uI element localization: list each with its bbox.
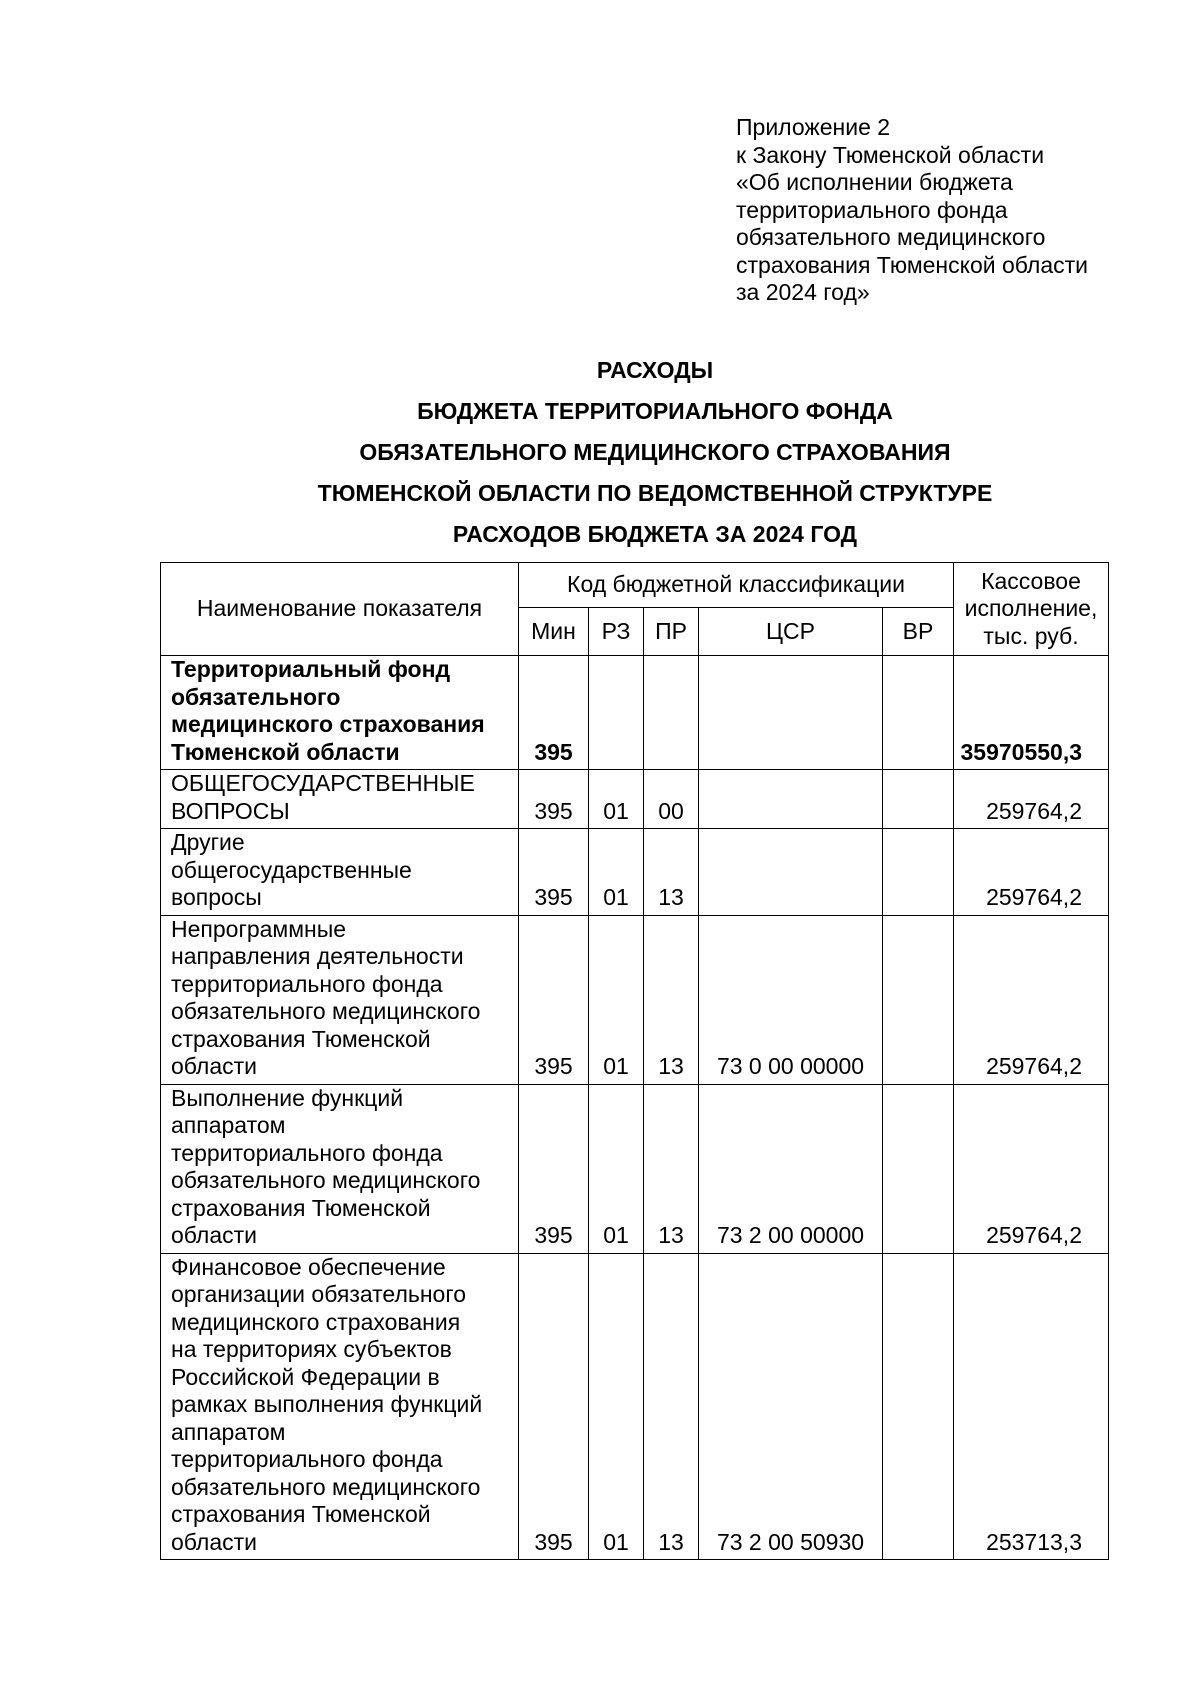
table-row (161, 829, 1109, 916)
row-name-line: рамках выполнения функций (171, 1391, 483, 1417)
appendix-line: Приложение 2 (736, 114, 891, 140)
header-amount-line: тыс. руб. (983, 622, 1079, 649)
row-name-line: области (171, 1528, 258, 1555)
header-code-group: Код бюджетной классификации (519, 563, 954, 608)
title-line: РАСХОДОВ БЮДЖЕТА ЗА 2024 ГОД (452, 521, 858, 547)
header-pr: ПР (644, 608, 699, 656)
table-body (161, 656, 1109, 1560)
row-csr (699, 829, 883, 916)
row-name-line: Тюменской области (171, 738, 400, 765)
row-name-line: аппаратом (171, 1112, 286, 1138)
row-name-line: медицинского страхования (171, 1308, 461, 1335)
row-name-line: территориального фонда (171, 1446, 443, 1472)
row-vr (883, 1084, 954, 1253)
header-rz: РЗ (589, 608, 644, 656)
row-name (161, 1084, 519, 1253)
row-csr: 73 2 00 00000 (699, 1084, 883, 1253)
row-name-line: Непрограммные (171, 915, 347, 942)
row-name-line: направления деятельности (171, 943, 464, 969)
row-name-line: общегосударственные (171, 856, 412, 883)
row-min: 395 (519, 770, 589, 829)
row-name-line: аппаратом (171, 1418, 286, 1445)
header-csr: ЦСР (699, 608, 883, 656)
row-amount: 259764,2 (954, 1084, 1109, 1253)
row-name-line: области (171, 1222, 258, 1248)
appendix-reference (736, 114, 1176, 307)
row-csr: 73 2 00 50930 (699, 1253, 883, 1560)
expenditure-table (160, 562, 1109, 1560)
title-line: БЮДЖЕТА ТЕРРИТОРИАЛЬНОГО ФОНДА (417, 398, 893, 424)
row-pr: 13 (644, 829, 699, 916)
appendix-line: «Об исполнении бюджета (736, 169, 1013, 195)
row-amount: 253713,3 (954, 1253, 1109, 1560)
table-row (161, 1253, 1109, 1560)
row-name-line: страхования Тюменской (171, 1501, 431, 1527)
row-vr (883, 1253, 954, 1560)
row-amount: 259764,2 (954, 829, 1109, 916)
row-vr (883, 829, 954, 916)
row-min: 395 (519, 656, 589, 770)
row-name (161, 656, 519, 770)
table-row (161, 770, 1109, 829)
document-title (160, 350, 1150, 555)
row-rz (589, 656, 644, 770)
row-name-line: страхования Тюменской (171, 1025, 431, 1052)
row-pr: 13 (644, 1084, 699, 1253)
row-name (161, 770, 519, 829)
table-row (161, 1084, 1109, 1253)
appendix-line: за 2024 год» (736, 279, 870, 305)
row-min: 395 (519, 829, 589, 916)
appendix-line: территориального фонда (736, 196, 1008, 223)
row-vr (883, 915, 954, 1084)
row-csr (699, 770, 883, 829)
row-rz: 01 (589, 770, 644, 829)
row-name-line: ВОПРОСЫ (171, 797, 290, 824)
table-header (161, 563, 1109, 656)
header-amount-line: исполнение, (964, 595, 1098, 622)
row-name-line: обязательного медицинского (171, 1473, 481, 1500)
row-name-line: обязательного медицинского (171, 1167, 481, 1193)
row-name-line: ОБЩЕГОСУДАРСТВЕННЫЕ (171, 770, 475, 796)
row-amount: 35970550,3 (954, 656, 1109, 770)
row-pr (644, 656, 699, 770)
title-line: РАСХОДЫ (596, 357, 714, 383)
title-line: ОБЯЗАТЕЛЬНОГО МЕДИЦИНСКОГО СТРАХОВАНИЯ (359, 439, 951, 465)
appendix-line: страхования Тюменской области (736, 251, 1089, 278)
row-name-line: обязательного (171, 683, 341, 710)
row-vr (883, 770, 954, 829)
row-rz: 01 (589, 829, 644, 916)
row-rz: 01 (589, 915, 644, 1084)
header-vr: ВР (883, 608, 954, 656)
appendix-line: к Закону Тюменской области (736, 141, 1045, 168)
row-amount: 259764,2 (954, 770, 1109, 829)
appendix-line: обязательного медицинского (736, 224, 1046, 250)
row-name (161, 1253, 519, 1560)
table-row (161, 915, 1109, 1084)
header-min: Мин (519, 608, 589, 656)
row-name-line: Выполнение функций (171, 1084, 404, 1111)
row-name-line: Финансовое обеспечение (171, 1253, 446, 1280)
row-name-line: медицинского страхования (171, 711, 485, 737)
header-name: Наименование показателя (161, 563, 519, 656)
row-pr: 13 (644, 915, 699, 1084)
row-vr (883, 656, 954, 770)
row-amount: 259764,2 (954, 915, 1109, 1084)
row-name-line: территориального фонда (171, 1139, 443, 1166)
title-line: ТЮМЕНСКОЙ ОБЛАСТИ ПО ВЕДОМСТВЕННОЙ СТРУКТУРЕ (317, 480, 993, 506)
row-pr: 13 (644, 1253, 699, 1560)
row-name-line: территориального фонда (171, 970, 443, 997)
row-min: 395 (519, 915, 589, 1084)
row-name-line: страхования Тюменской (171, 1194, 431, 1221)
row-rz: 01 (589, 1253, 644, 1560)
row-name-line: Другие (171, 829, 245, 855)
row-min: 395 (519, 1084, 589, 1253)
row-name (161, 915, 519, 1084)
row-pr: 00 (644, 770, 699, 829)
row-name-line: организации обязательного (171, 1281, 467, 1307)
header-amount-line: Кассовое (981, 567, 1081, 594)
row-name-line: Территориальный фонд (171, 656, 451, 682)
row-name-line: вопросы (171, 884, 262, 910)
row-min: 395 (519, 1253, 589, 1560)
header-amount (954, 563, 1109, 656)
row-name (161, 829, 519, 916)
row-csr (699, 656, 883, 770)
table-row (161, 656, 1109, 770)
row-rz: 01 (589, 1084, 644, 1253)
row-csr: 73 0 00 00000 (699, 915, 883, 1084)
row-name-line: на территориях субъектов (171, 1336, 452, 1362)
row-name-line: обязательного медицинского (171, 998, 481, 1024)
row-name-line: Российской Федерации в (171, 1363, 440, 1390)
row-name-line: области (171, 1053, 258, 1079)
